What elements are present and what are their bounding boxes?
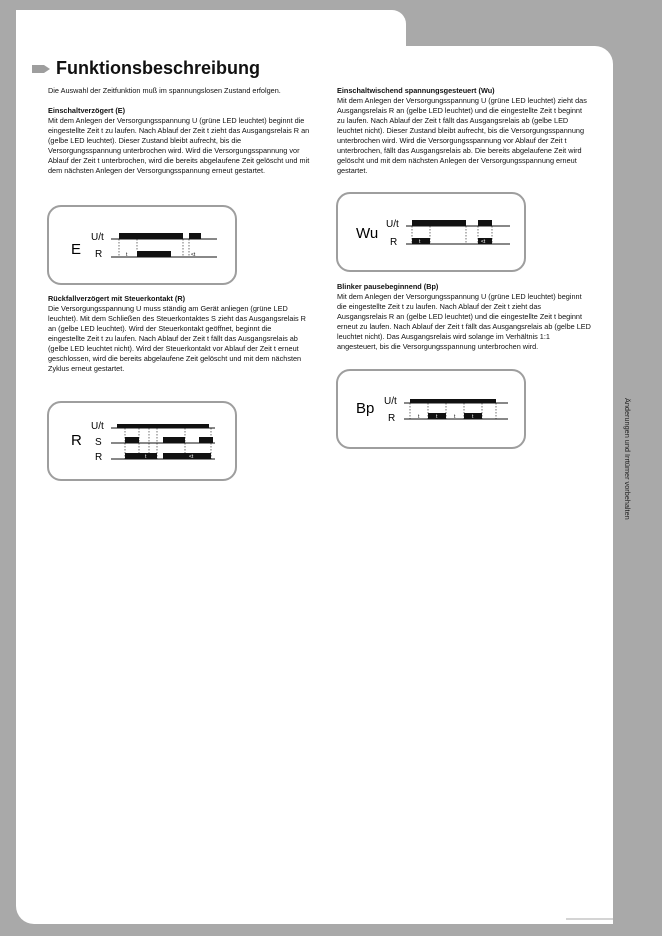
diagram-wu-label: Wu xyxy=(356,225,379,242)
arrow-bullet-icon xyxy=(32,63,50,75)
function-r-title: Rückfallverzögert mit Steuerkontakt (R) xyxy=(48,294,186,303)
diagram-r-row-r: R xyxy=(95,452,103,463)
diagram-wu xyxy=(336,192,526,272)
diagram-r-signal-s xyxy=(111,437,215,443)
section-heading xyxy=(32,58,260,79)
footer-line xyxy=(566,918,613,920)
function-bp-text: Mit dem Anlegen der Versorgungsspannung U (grüne LED leuchtet) beginnt die eingestellte Zeit t zu laufen. Nach Ablauf der Zeit t zieht das Ausgangsrelais R an (gelbe LED leuchtet) und die eingestellte Zeit t beginnt erneut zu laufen. Nach Ablauf der Zeit t fällt das Ausgangsrelais ab (gelbe LED leuchtet nicht). Das Ausgangsrelais wird solange im Verhältnis 1:1 angesteuert, bis die Versorgungsspannung unterbrochen wird. xyxy=(337,292,591,351)
diagram-bp-signal-ut xyxy=(404,399,508,403)
function-e-text: Mit dem Anlegen der Versorgungsspannung U (grüne LED leuchtet) beginnt die eingestellte Zeit t zu laufen. Nach Ablauf der Zeit t zieht das Ausgangsrelais R an (gelbe LED leuchtet). Dieser Zustand bleibt aufrecht, bis die Versorgungsspannung unterbrochen wird. Wird die Versorgungsspannung vor Ablauf der Zeit t unterbrochen, wird die bereits abgelaufene Zeit gelöscht und mit dem nächsten Anlegen der Versorgungsspannung erneut gestartet. xyxy=(48,116,310,175)
section-title: Funktionsbeschreibung xyxy=(56,58,261,78)
function-r-text: Die Versorgungsspannung U muss ständig am Gerät anliegen (grüne LED leuchtet). Mit dem Schließen des Steuerkontaktes S zieht das Ausgangsrelais R an (gelbe LED leuchtet). Wird der Steuerkontakt geöffnet, beginnt die eingestellte Zeit t zu laufen. Nach Ablauf der Zeit t fällt das Ausgangsrelais ab (gelbe LED leuchtet nicht). Wird der Steuerkontakt vor Ablauf der Zeit t erneut geschlossen, wird die bereits abgelaufene Zeit gelöscht und mit dem nächsten Zyklus erneut gestartet. xyxy=(48,304,306,373)
diagram-bp-signal-r xyxy=(404,413,508,419)
diagram-bp-row-ut: U/t xyxy=(384,396,397,407)
diagram-e-row-ut: U/t xyxy=(91,232,104,243)
diagram-e-mark-lt: <t xyxy=(191,252,196,258)
function-e xyxy=(48,106,310,176)
diagram-wu-mark-lt: <t xyxy=(481,239,486,245)
function-r xyxy=(48,294,310,374)
model-name: ODQ1 xyxy=(34,21,85,40)
diagram-wu-row-r: R xyxy=(390,237,398,248)
function-bp-title: Blinker pausebeginnend (Bp) xyxy=(337,282,439,291)
diagram-r-mark-lt: <t xyxy=(189,454,194,460)
function-wu xyxy=(337,86,591,176)
diagram-r-signal-r xyxy=(111,453,215,459)
diagram-r-signal-ut xyxy=(111,424,215,428)
diagram-r-row-s: S xyxy=(95,437,102,448)
diagram-e xyxy=(47,205,237,285)
diagram-e-row-r: R xyxy=(95,249,103,260)
diagram-bp xyxy=(336,369,526,449)
diagram-r-row-ut: U/t xyxy=(91,421,104,432)
diagram-wu-mark-t: t xyxy=(419,239,421,245)
diagram-wu-row-ut: U/t xyxy=(386,219,399,230)
page-sheet xyxy=(16,46,613,924)
diagram-r xyxy=(47,401,237,481)
diagram-e-mark-t: t xyxy=(126,252,128,258)
function-wu-text: Mit dem Anlegen der Versorgungsspannung U (grüne LED leuchtet) zieht das Ausgangsrelais R an (gelbe LED leuchtet) und die eingestellte Zeit t beginnt zu laufen. Nach Ablauf der Zeit t fällt das Ausgangsrelais ab (gelbe LED leuchtet nicht). Dieser Zustand bleibt aufrecht, bis die Versorgungsspannung unterbrochen wird. Wird die Versorgungsspannung vor Ablauf der Zeit t unterbrochen, fällt das Ausgangsrelais ab. Die bereits abgelaufene Zeit wird gelöscht und mit dem nächsten Anlegen der Versorgungsspannung erneut gestartet. xyxy=(337,96,587,175)
diagram-bp-label: Bp xyxy=(356,400,375,417)
diagram-bp-mark-3: t xyxy=(454,414,456,420)
diagram-r-mark-t: t xyxy=(145,454,147,460)
left-column xyxy=(48,86,310,176)
function-bp xyxy=(337,282,591,352)
diagram-bp-row-r: R xyxy=(388,413,396,424)
diagram-bp-mark-1: t xyxy=(418,414,420,420)
function-wu-title: Einschaltwischend spannungsgesteuert (Wu) xyxy=(337,86,495,95)
diagram-bp-mark-4: t xyxy=(472,414,474,420)
diagram-e-signal-ut xyxy=(111,233,217,239)
side-note: Änderungen und Irrtümer vorbehalten xyxy=(623,398,632,520)
diagram-e-label: E xyxy=(71,241,82,258)
function-e-title: Einschaltverzögert (E) xyxy=(48,106,126,115)
diagram-wu-signal-ut xyxy=(406,220,510,226)
intro-text: Die Auswahl der Zeitfunktion muß im spannungslosen Zustand erfolgen. xyxy=(48,86,281,95)
diagram-bp-mark-2: t xyxy=(436,414,438,420)
diagram-wu-signal-r xyxy=(406,238,510,244)
diagram-r-label: R xyxy=(71,432,82,449)
